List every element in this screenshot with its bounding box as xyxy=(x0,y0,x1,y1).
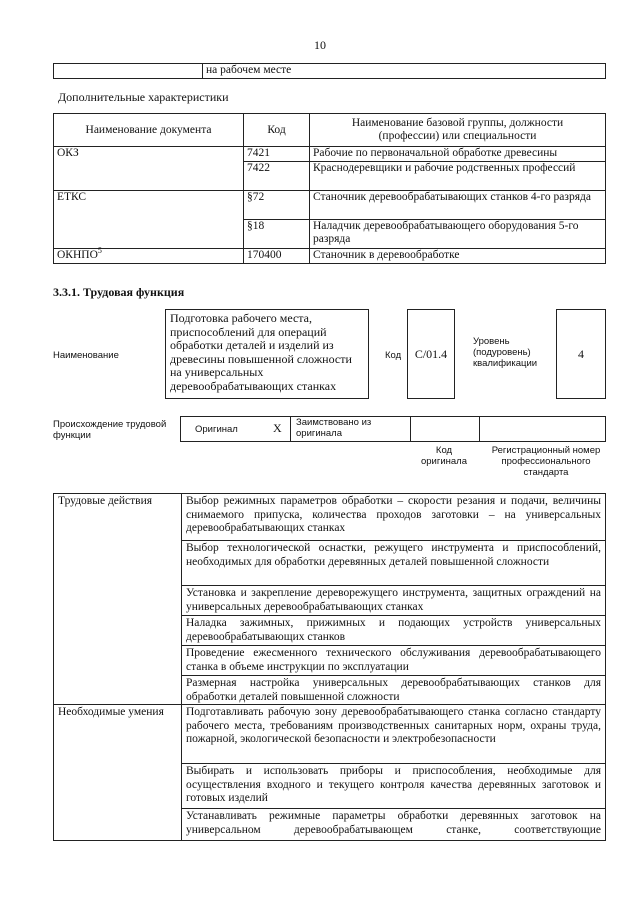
additional-table xyxy=(53,113,606,264)
code-original-box xyxy=(410,416,480,442)
function-name-box xyxy=(165,309,369,399)
row-name: Станочник в деревообработке xyxy=(310,249,606,264)
code-original-label: Код оригинала xyxy=(420,445,467,467)
page-number: 10 xyxy=(314,38,326,52)
name-label: Наименование xyxy=(53,350,119,361)
row-name: Наладчик деревообрабатывающего оборудования 5-го разряда xyxy=(310,220,606,249)
top-continuation-table xyxy=(53,63,606,79)
level-value: 4 xyxy=(578,346,584,361)
row-code: §72 xyxy=(244,191,310,220)
original-mark: X xyxy=(273,421,282,435)
labor-action-item: Наладка зажимных, прижимных и подающих устройств универсальных деревообрабатывающих станков xyxy=(182,616,606,646)
row-name: Станочник деревообрабатывающих станков 4-го разряда xyxy=(310,191,606,220)
origin-label: Происхождение трудовой функции xyxy=(53,419,167,441)
skill-item: Выбирать и использовать приборы и приспособления, необходимые для осуществления входного и текущего контроля качества деревянных заготовок и готовых изделий xyxy=(182,764,606,809)
row-name: Краснодеревщики и рабочие родственных профессий xyxy=(310,162,606,191)
top-row-right: на рабочем месте xyxy=(203,64,606,79)
reg-number-box xyxy=(480,416,606,442)
function-heading: 3.3.1. Трудовая функция xyxy=(53,285,185,299)
row-doc-okpno: ОКНПО$^5$ xyxy=(54,249,244,264)
row-code: §18 xyxy=(244,220,310,249)
row-doc: ЕТКС xyxy=(54,191,244,249)
labor-action-item: Выбор технологической оснастки, режущего инструмента и приспособлений, необходимых для обработки деревянных деталей повышенной сложности xyxy=(182,541,606,586)
labor-action-item: Выбор режимных параметров обработки – скорости резания и подачи, величины снимаемого припуска, количества проходов заготовки – на универсальных деревообрабатывающих станках xyxy=(182,494,606,541)
labor-action-item: Установка и закрепление дереворежущего инструмента, защитных ограждений на универсальных деревообрабатывающих станках xyxy=(182,586,606,616)
additional-heading: Дополнительные характеристики xyxy=(58,90,229,104)
footnote-mark: 5 xyxy=(97,246,102,256)
code-box xyxy=(407,309,455,399)
origin-divider xyxy=(290,416,291,442)
labor-action-item: Проведение ежесменного технического обслуживания деревообрабатывающего станка в объеме инструкции по эксплуатации xyxy=(182,646,606,676)
col-header-doc: Наименование документа xyxy=(54,114,244,147)
level-label: Уровень (подуровень) квалификации xyxy=(473,336,538,369)
row-code: 7422 xyxy=(244,162,310,191)
borrowed-label: Заимствовано из оригинала xyxy=(296,417,372,439)
skill-item: Подготавливать рабочую зону деревообрабатывающего станка согласно стандарту рабочего места, требованиям производственных санитарных норм, охраны труда, пожарной, экологической безопасности и электробезопасности xyxy=(182,705,606,764)
col-header-code: Код xyxy=(244,114,310,147)
code-label: Код xyxy=(385,350,402,361)
code-value: C/01.4 xyxy=(414,346,448,361)
row-code: 7421 xyxy=(244,147,310,162)
original-label: Оригинал xyxy=(195,424,238,435)
function-name-value: Подготовка рабочего места, приспособлений для операций обработки деталей и изделий из древесины повышенной сложности на универсальных деревообрабатывающих станках xyxy=(170,311,352,393)
col-header-name: Наименование базовой группы, должности (профессии) или специальности xyxy=(310,114,606,147)
skills-label: Необходимые умения xyxy=(54,705,182,841)
labor-table xyxy=(53,493,606,841)
level-box xyxy=(556,309,606,399)
skill-item: Устанавливать режимные параметры обработки деревянных заготовок на универсальном деревообрабатывающем станке, соответствующие xyxy=(182,809,606,841)
reg-number-label: Регистрационный номер профессионального стандарта xyxy=(491,445,601,478)
row-doc: ОКЗ xyxy=(54,147,244,191)
top-row-left xyxy=(54,64,203,79)
labor-action-item: Размерная настройка универсальных деревообрабатывающих станков для обработки деталей повышенной сложности xyxy=(182,676,606,705)
row-code: 170400 xyxy=(244,249,310,264)
row-name: Рабочие по первоначальной обработке древесины xyxy=(310,147,606,162)
labor-actions-label: Трудовые действия xyxy=(54,494,182,705)
